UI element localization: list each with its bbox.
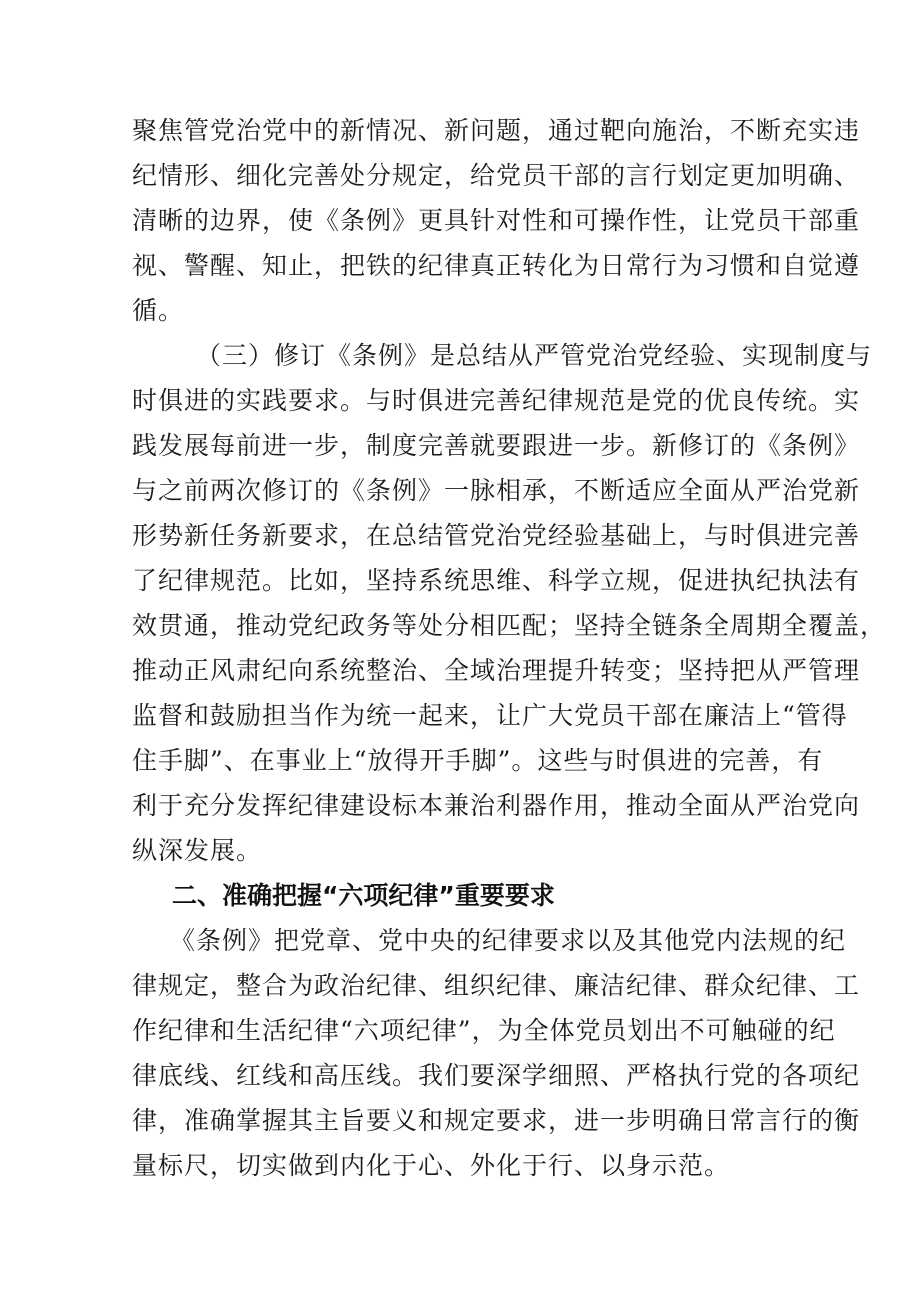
paragraph-line: 量标尺，切实做到内化于心、外化于行、以身示范。: [132, 1151, 731, 1180]
paragraph-line: 视、警醒、知止，把铁的纪律真正转化为日常行为习惯和自觉遵: [132, 251, 861, 280]
paragraph-line: 循。: [132, 296, 185, 325]
paragraph-line: 推动正风肃纪向系统整治、全域治理提升转变；坚持把从严管理: [132, 656, 861, 685]
paragraph-line: 了纪律规范。比如，坚持系统思维、科学立规，促进执纪执法有: [132, 566, 861, 595]
paragraph-line: 与之前两次修订的《条例》一脉相承，不断适应全面从严治党新: [132, 476, 861, 505]
paragraph-line: 清晰的边界，使《条例》更具针对性和可操作性，让党员干部重: [132, 206, 861, 235]
paragraph-line: 利于充分发挥纪律建设标本兼治利器作用，推动全面从严治党向: [132, 791, 861, 820]
paragraph-line: 律规定，整合为政治纪律、组织纪律、廉洁纪律、群众纪律、工: [132, 971, 861, 1000]
paragraph-line: 效贯通，推动党纪政务等处分相匹配；坚持全链条全周期全覆盖，: [132, 611, 887, 640]
paragraph-line: 作纪律和生活纪律“六项纪律”，为全体党员划出不可触碰的纪: [132, 1016, 836, 1045]
paragraph-1: [132, 108, 861, 333]
paragraph-line: 住手脚”、在事业上“放得开手脚”。这些与时俱进的完善，有: [132, 746, 824, 775]
paragraph-2: [132, 333, 887, 873]
paragraph-line: （三）修订《条例》是总结从严管党治党经验、实现制度与: [196, 341, 873, 370]
paragraph-line: 律，准确掌握其主旨要义和规定要求，进一步明确日常言行的衡: [132, 1106, 861, 1135]
paragraph-line: 律底线、红线和高压线。我们要深学细照、严格执行党的各项纪: [132, 1061, 861, 1090]
paragraph-line: 纪情形、细化完善处分规定，给党员干部的言行划定更加明确、: [132, 161, 861, 190]
paragraph-line: 监督和鼓励担当作为统一起来，让广大党员干部在廉洁上“管得: [132, 701, 848, 730]
paragraph-line: 纵深发展。: [132, 836, 263, 865]
paragraph-line: 《条例》把党章、党中央的纪律要求以及其他党内法规的纪: [170, 926, 847, 955]
paragraph-line: 践发展每前进一步，制度完善就要跟进一步。新修订的《条例》: [132, 431, 861, 460]
paragraph-line: 聚焦管党治党中的新情况、新问题，通过靶向施治，不断充实违: [132, 116, 861, 145]
paragraph-line: 时俱进的实践要求。与时俱进完善纪律规范是党的优良传统。实: [132, 386, 861, 415]
paragraph-3: [132, 918, 861, 1188]
paragraph-line: 形势新任务新要求，在总结管党治党经验基础上，与时俱进完善: [132, 521, 861, 550]
document-body: [132, 108, 887, 1188]
section-heading: 二、准确把握“六项纪律”重要要求: [172, 881, 555, 910]
